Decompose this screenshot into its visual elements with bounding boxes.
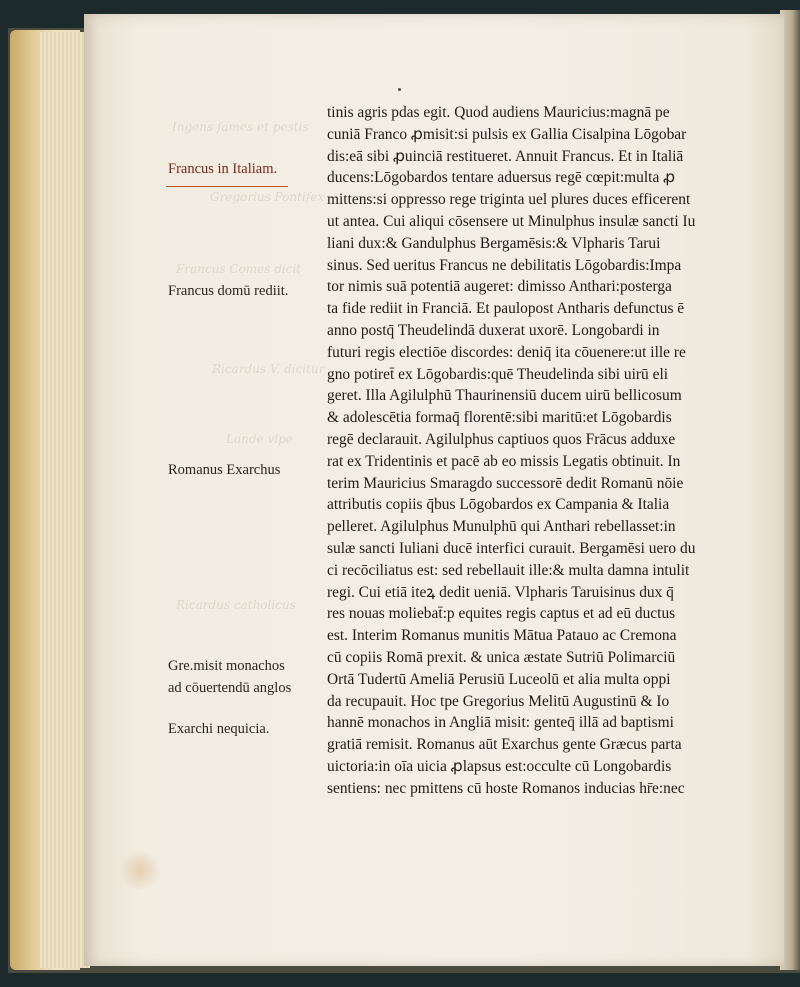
- text-line: sentiens: nec pmittens cū hoste Romanos inducias hr̄e:nec: [327, 779, 685, 797]
- marginal-note: Exarchi nequicia.: [168, 721, 270, 737]
- text-line: ta fide rediit in Franciā. Et paulopost Antharis defunctus ē: [327, 300, 685, 318]
- text-line: tor nimis suā potentiā augeret: dimisso Anthari:posterga: [327, 278, 672, 296]
- ghost-note: Gregorius Pontifex: [210, 190, 325, 204]
- text-line: & adolescētia formaq̄ florentē:sibi maritū:et Lōgobardis: [327, 409, 672, 427]
- text-line: cū copiis Romā prexit. & unica æstate Sutriū Polimarciū: [327, 648, 676, 666]
- text-line: liani dux:& Gandulphus Bergamēsis:& Vlpharis Tarui: [327, 234, 661, 252]
- text-line: cuniā Franco ꝓmisit:si pulsis ex Gallia Cisalpina Lōgobar: [327, 125, 687, 143]
- text-line: tinis agris pdas egit. Quod audiens Mauricius:magnā pe: [327, 104, 670, 121]
- text-line: ci recōciliatus est: sed rebellauit ille:& multa damna intulit: [327, 561, 690, 579]
- text-line: da recupauit. Hoc tpe Gregorius Melitū Augustinū & Io: [327, 692, 670, 710]
- text-line: pelleret. Agilulphus Munulphū qui Anthari rebellasset:in: [327, 518, 676, 536]
- text-line: sulæ sancti Iuliani ducē interfici curauit. Bergamēsi uero du: [327, 539, 696, 557]
- marginal-note: Francus in Italiam.: [168, 161, 278, 177]
- ghost-note: Ricardus catholicus: [176, 598, 296, 612]
- marginal-note: Francus domū rediit.: [168, 283, 289, 299]
- text-line: geret. Illa Agilulphū Thaurinensiū ducem uirū bellicosum: [327, 387, 682, 405]
- text-line: ut antea. Cui aliqui cōsensere ut Minulphus insulæ sancti Iu: [327, 212, 696, 230]
- ghost-note: Francus Comes dicit: [176, 262, 302, 276]
- text-line: dis:eā sibi ꝓuinciā restitueret. Annuit Francus. Et in Italiā: [327, 147, 684, 165]
- ghost-note: Ricardus V. dicitur: [212, 362, 325, 376]
- text-line: attributis copiis q̄bus Lōgobardos ex Campania & Italia: [327, 496, 670, 514]
- marginal-note: Gre.misit monachos: [168, 658, 285, 674]
- ghost-note: Ingens fames et pestis: [172, 120, 309, 134]
- text-line: Ortā Tudertū Ameliā Perusiū Luceolū et alia multa oppi: [327, 670, 671, 688]
- text-line: sinus. Sed ueritus Francus ne debilitatis Lōgobardis:Impa: [327, 256, 682, 274]
- text-line: rat ex Tridentinis et pacē ab eo missis Legatis obtinuit. In: [327, 452, 681, 470]
- ghost-note: Lande vipe: [226, 432, 293, 446]
- ink-dot: [398, 88, 401, 91]
- text-line: anno postq̄ Theudelindā duxerat uxorē. Longobardi in: [327, 321, 660, 339]
- marginal-note: Romanus Exarchus: [168, 462, 281, 478]
- text-line: uictoria:in oīa uicia ꝓlapsus est:occulte cū Longobardis: [327, 757, 672, 775]
- text-line: regi. Cui etiā iteꝝ dedit ueniā. Vlpharis Taruisinus dux q̄: [327, 583, 674, 601]
- red-underline: [166, 186, 288, 187]
- text-line: res nouas moliebat̄:p equites regis captus et ad eū ductus: [327, 605, 676, 623]
- text-line: hannē monachos in Angliā misit: genteq̄ illā ad baptismi: [327, 714, 674, 732]
- page-stack: [40, 32, 90, 968]
- marginal-note: ad cōuertendū anglos: [168, 680, 292, 696]
- text-line: gratiā remisit. Romanus aūt Exarchus gente Græcus parta: [327, 736, 682, 754]
- text-line: gno potiret̄ ex Lōgobardis:quē Theudelinda sibi uirū eli: [327, 365, 669, 383]
- text-line: regē declarauit. Agilulphus captiuos quos Frācus adduxe: [327, 430, 676, 448]
- text-line: ducens:Lōgobardos tentare aduersus regē cœpit:multa ꝓ: [327, 169, 676, 187]
- stain-mark: [118, 850, 162, 890]
- text-line: futuri regis electiōe discordes: deniq̄ ita cōuenere:ut ille re: [327, 343, 686, 361]
- text-line: mittens:si oppresso rege triginta uel plures duces efficerent: [327, 191, 691, 209]
- main-text-block: [327, 102, 717, 800]
- text-line: terim Mauricius Smaragdo successorē dedit Romanū nōie: [327, 474, 684, 492]
- text-line: est. Interim Romanus munitis Mātua Patauo ac Cremona: [327, 627, 677, 645]
